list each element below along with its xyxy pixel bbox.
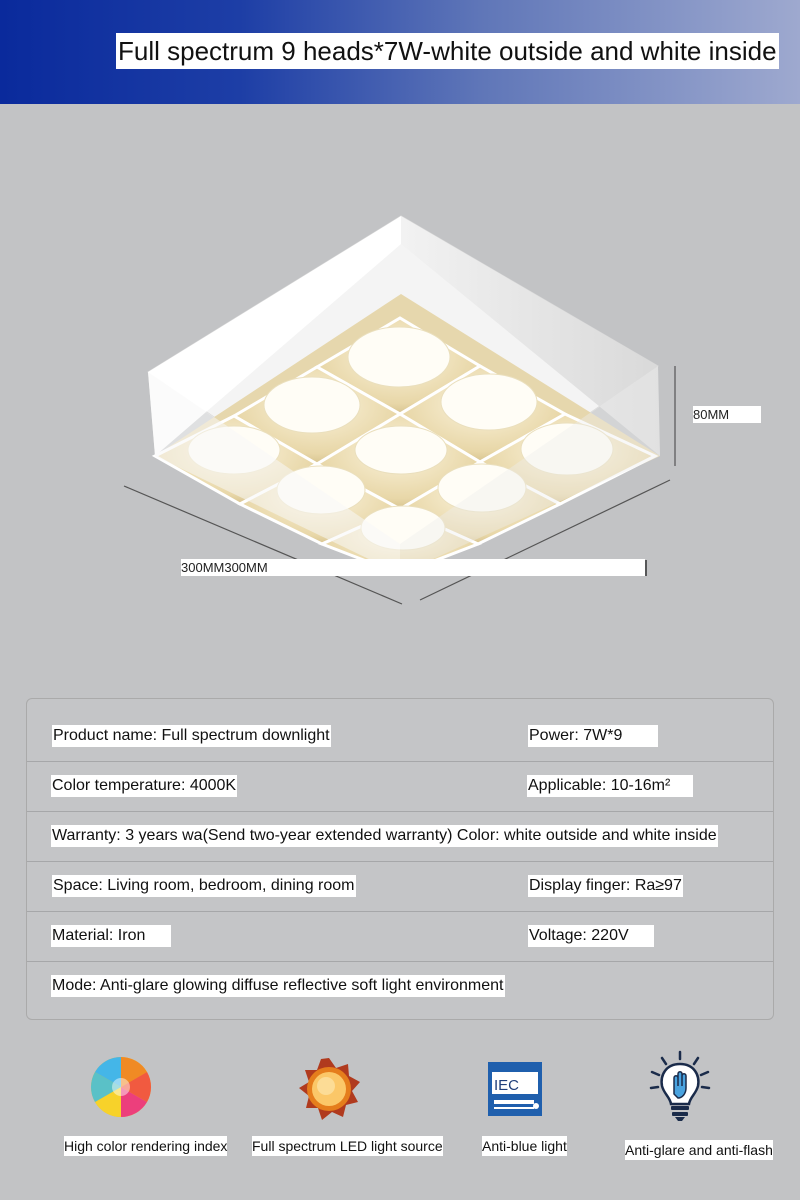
feature-label: High color rendering index — [64, 1138, 228, 1154]
spec-row — [27, 961, 773, 1011]
feature-label: Anti-blue light — [482, 1138, 567, 1154]
spec-table — [26, 698, 774, 1020]
spec-power: Power: 7W*9 — [528, 725, 658, 747]
spec-applicable: Applicable: 10-16m² — [527, 775, 693, 797]
spec-warranty-color: Warranty: 3 years wa(Send two-year extended warranty) Color: white outside and white inside — [51, 825, 718, 847]
spec-row — [27, 811, 773, 862]
product-illustration — [0, 104, 800, 684]
spec-row — [27, 911, 773, 962]
spec-display-finger: Display finger: Ra≥97 — [528, 875, 683, 897]
spec-voltage: Voltage: 220V — [528, 925, 654, 947]
spec-row — [27, 761, 773, 812]
spec-mode: Mode: Anti-glare glowing diffuse reflective soft light environment — [51, 975, 505, 997]
spec-material: Material: Iron — [51, 925, 171, 947]
sun-icon — [296, 1056, 362, 1122]
feature-item — [20, 1040, 228, 1200]
hand-bulb-icon — [648, 1050, 712, 1122]
feature-item — [610, 1040, 800, 1200]
iec-badge-text: IEC — [494, 1077, 520, 1094]
feature-list — [0, 1040, 800, 1200]
spec-row — [27, 711, 773, 762]
feature-item — [230, 1040, 443, 1200]
downlight-image — [0, 104, 800, 684]
spec-row — [27, 861, 773, 912]
page-title: Full spectrum 9 heads*7W-white outside and white inside — [116, 33, 779, 69]
header-banner — [0, 0, 800, 104]
spec-color-temperature: Color temperature: 4000K — [51, 775, 237, 797]
feature-label: Full spectrum LED light source — [252, 1138, 443, 1154]
feature-label: Anti-glare and anti-flash — [625, 1142, 773, 1158]
color-wheel-icon — [88, 1054, 154, 1120]
width-label: 300MM300MM — [181, 559, 645, 576]
spec-product-name: Product name: Full spectrum downlight — [52, 725, 331, 747]
iec-certificate-icon — [488, 1062, 542, 1116]
height-label: 80MM — [693, 406, 761, 423]
spec-space: Space: Living room, bedroom, dining room — [52, 875, 356, 897]
